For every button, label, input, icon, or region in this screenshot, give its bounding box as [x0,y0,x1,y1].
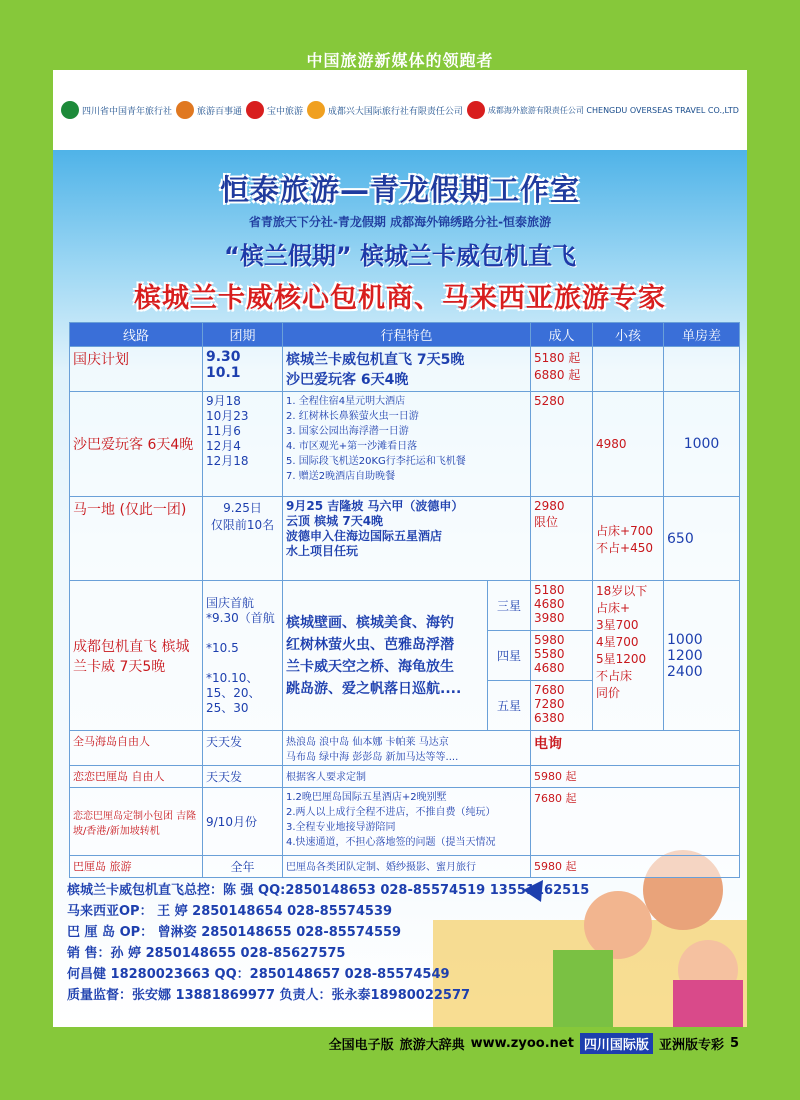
dates-cell: 天天发 [203,731,283,766]
route-cell: 巴厘岛 旅游 [70,856,203,878]
adult-cell: 5280 [531,392,593,497]
table-row [70,581,740,631]
single-cell: 1000 [664,392,740,497]
star-level-cell: 五星 [488,681,531,731]
title-2: “槟兰假期” 槟城兰卡威包机直飞 [224,242,576,270]
contact-line: 巴 厘 岛 OP： 曾淋姿 2850148655 028-85574559 [67,925,402,940]
footer-section: 亚洲版专彩 [658,1037,724,1053]
footer-tag: 四川国际版 [580,1033,653,1054]
adult-cell: 5980 起 [531,856,740,878]
page-number: 5 [729,1035,739,1051]
logo-baozhong: 宝中旅游 [246,101,303,119]
route-cell: 成都包机直飞 槟城兰卡威 7天5晚 [70,581,203,731]
dates-cell: 9月18 10月23 11月6 12月4 12月18 [203,392,283,497]
table-row [70,497,740,581]
star-level-cell: 三星 [488,581,531,631]
features-cell: 1.2晚巴厘岛国际五星酒店+2晚别墅 2.两人以上成行全程不进店，不推自费（纯玩） 3.全程专业地接导游陪同 4.快速通道，不担心落地签的问题（提当天情况 [283,788,531,856]
features-cell: 9月25 吉隆坡 马六甲（波德申） 云顶 槟城 7天4晚 波德申入住海边国际五星酒店 水上项目任玩 [283,497,531,581]
features-cell: 1. 全程住宿4星元明大酒店 2. 红树林长鼻猴萤火虫一日游 3. 国家公园出海浮潜一日游 4. 市区观光+第一沙滩看日落 5. 国际段飞机送20KG行李托运和飞机餐 7. 赠送2晚酒店自助晚餐 [283,392,531,497]
baishitong-logo-icon [176,101,194,119]
features-cell: 巴厘岛各类团队定制、婚纱摄影、蜜月旅行 [283,856,531,878]
table-row [70,347,740,392]
route-cell: 沙巴爱玩客 6天4晚 [70,392,203,497]
contact-line: 质量监督：张安娜 13881869977 负责人：张永泰18980022577 [67,988,471,1003]
adult-cell: 5180 4680 3980 [531,581,593,631]
logo-xingda: 成都兴大国际旅行社有限责任公司 [307,101,463,119]
features-cell: 槟城壁画、槟城美食、海钓 红树林萤火虫、芭雅岛浮潜 兰卡威天空之桥、海龟放生 跳岛游、爱之帆落日巡航.... [283,581,488,731]
adult-cell: 7680 起 [531,788,740,856]
route-cell: 全马海岛自由人 [70,731,203,766]
star-level-cell: 四星 [488,631,531,681]
col-features: 行程特色 [283,323,531,347]
single-cell: 1000 1200 2400 [664,581,740,731]
logo-bar [53,70,747,150]
col-adult: 成人 [531,323,593,347]
features-cell: 根据客人要求定制 [283,766,531,788]
dates-cell: 9.25日 仅限前10名 [203,497,283,581]
col-route: 线路 [70,323,203,347]
logo-baishitong: 旅游百事通 [176,101,242,119]
subline: 省青旅天下分社-青龙假期 成都海外锦绣路分社-恒泰旅游 [248,215,552,229]
itinerary-table [69,322,740,878]
logo-cyts: 四川省中国青年旅行社 [61,101,172,119]
overseas-logo-icon [467,101,485,119]
dates-cell: 全年 [203,856,283,878]
cyts-logo-icon [61,101,79,119]
headline: 恒泰旅游—青龙假期工作室 [219,173,580,207]
adult-cell: 7680 7280 6380 [531,681,593,731]
route-cell: 马一地 (仅此一团) [70,497,203,581]
xingda-logo-icon [307,101,325,119]
col-dates: 团期 [203,323,283,347]
table-row [70,788,740,856]
footer [53,1030,747,1056]
single-cell: 650 [664,497,740,581]
footer-edition: 全国电子版 [328,1037,394,1053]
child-cell: 4980 [593,392,664,497]
table-row [70,731,740,766]
table-row [70,392,740,497]
title-3: 槟城兰卡威核心包机商、马来西亚旅游专家 [134,283,666,314]
col-single: 单房差 [664,323,740,347]
contact-list [67,880,667,1006]
dates-cell: 9/10月份 [203,788,283,856]
features-cell: 槟城兰卡威包机直飞 7天5晚 沙巴爱玩客 6天4晚 [283,347,531,392]
adult-cell: 5980 起 [531,766,740,788]
features-cell: 热浪岛 浪中岛 仙本娜 卡帕莱 马达京 马布岛 绿中海 彭彭岛 新加马达等等.... [283,731,531,766]
contact-line: 何昌健 18280023663 QQ：2850148657 028-85574549 [67,967,450,982]
top-banner [0,0,800,70]
adult-cell: 2980 限位 [531,497,593,581]
baozhong-logo-icon [246,101,264,119]
footer-dict: 旅游大辞典 [399,1037,465,1053]
col-child: 小孩 [593,323,664,347]
route-cell: 国庆计划 [70,347,203,392]
adult-cell: 电询 [531,731,740,766]
child-cell [593,347,664,392]
top-banner-text: 中国旅游新媒体的领跑者 [306,51,494,70]
footer-url[interactable]: www.zyoo.net [470,1035,574,1051]
dates-cell: 9.30 10.1 [203,347,283,392]
table-row [70,766,740,788]
contact-line: 马来西亚OP： 王 婷 2850148654 028-85574539 [67,904,393,919]
table-header-row [70,323,740,347]
child-cell: 占床+700 不占+450 [593,497,664,581]
page [53,70,747,1027]
logo-overseas: 成都海外旅游有限责任公司 CHENGDU OVERSEAS TRAVEL CO.,LTD [467,101,739,119]
contact-line: 销 售：孙 婷 2850148655 028-85627575 [67,946,346,961]
contact-line: 槟城兰卡威包机直飞总控：陈 强 QQ:2850148653 028-85574519 13551162515 [67,883,590,898]
dates-cell: 国庆首航 *9.30（首航 *10.5 *10.10、15、20、25、30 [203,581,283,731]
child-cell: 18岁以下 占床+ 3星700 4星700 5星1200 不占床 同价 [593,581,664,731]
route-cell: 恋恋巴厘岛 自由人 [70,766,203,788]
dates-cell: 天天发 [203,766,283,788]
single-cell [664,347,740,392]
table-row [70,856,740,878]
adult-cell: 5980 5580 4680 [531,631,593,681]
route-cell: 恋恋巴厘岛定制小包团 吉隆坡/香港/新加坡转机 [70,788,203,856]
adult-cell: 5180 起 6880 起 [531,347,593,392]
